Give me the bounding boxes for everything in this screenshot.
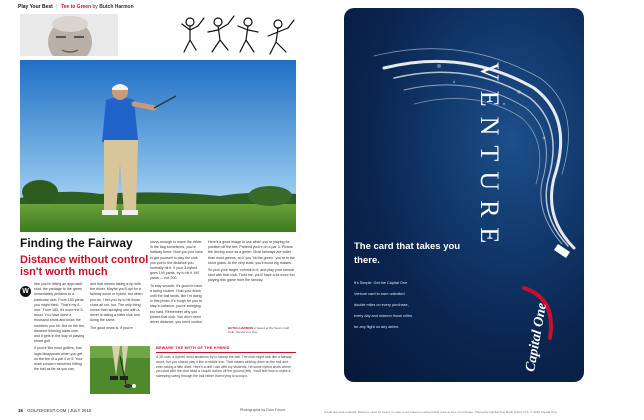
issue-date: JULY 2010 [70,408,92,413]
brand-word: VENTURE [475,62,504,254]
ad-line: Venture card to earn unlimited [354,292,405,296]
article-title: Finding the Fairway [20,236,133,250]
bio-name: BUTCH HARMON [228,326,253,330]
page-header [18,4,134,10]
author-name: Butch Harmon [99,4,134,10]
paragraph: savvy enough to leave the driver in the bag sometimes, you're halfway there. Now you just have to get yourself to play the club you pull to the distance you normally hit it. If your 3-hybrid goes 190 yards, try to hit it 190 yards — not 200. [150,240,203,281]
header-separator: | [56,4,58,10]
venture-brand-word [475,62,504,254]
ad-fine-print: Credit approval required. Redeem miles for travel: no stay or fee based on actual ticket price at time of purchase. Offered by Capital One Bank (USA), N.A. © 2010 Capital One. [324,410,558,414]
paragraph: The good news is, if you're [90,325,133,330]
body-column-2 [90,282,146,342]
credit-card-ad [344,8,584,382]
page-number: 16 [18,408,23,413]
ad-line: every day and redeem those miles [354,314,413,318]
photo-credit: Photographs by Dom Furore [240,408,286,412]
paragraph: Here's a good image to use when you're playing for position off the tee: Pretend you're on a par 3. Picture the driving zone as a green. Most fairways are wider than most greens, so if you 'hit the green,' you're in the short grass. At the very least, you'll avoid big misses. [208,240,295,265]
paragraph: and that means taking a rip with the driver. Maybe you'll opt for a fairway wood or hybrid, but when you do, I bet you try to hit those clubs all out, too. The only thing worse than spraying one with a driver is taking a safer club and doing the same. [90,282,143,323]
left-page [0,0,316,420]
page-footer [18,408,91,413]
ad-tagline: The card that takes you there. [354,241,461,266]
bio-text: is based at Rio Secco Golf Club, Henderson, Nev. [228,326,290,335]
capital-one-logo [520,278,560,382]
golfer-sketch-illustrations [178,14,298,56]
sidebar-divider [156,352,296,353]
drop-cap: W [20,286,31,297]
golfer-swing-photo [20,60,296,232]
section-name: Play Your Best [18,4,53,10]
footer-separator: | [67,408,69,413]
paragraph: If you're like most golfers, that logic disappears when you get on the tee of a par 4 or 5. Your main concern becomes hitting the ball as far as you can, [34,346,83,372]
paragraph: So pick your target, commit to it, and play your normal shot with that club. Trust me, you'll have a lot more fun playing this game from the fairway. [208,268,295,283]
byline-prefix: by [92,4,98,10]
body-column-4 [208,240,296,326]
paragraph: To stay smooth, it's good to have a swing routine. Hold your finish until the ball lands, like I'm doing in this photo. It's tough for you to stay in balance, you're swinging too hard. Remember why you picked that club. You don't need driver distance; you need control. [150,283,203,325]
article-subtitle: Distance without control isn't worth much [20,254,149,278]
body-column-3 [150,240,204,342]
logo-text: Capital One [523,301,550,373]
hybrid-drill-photo [90,346,150,394]
magazine-url: GOLFDIGEST.COM [27,408,67,413]
paragraph: hen you're hitting an approach shot, the yardage to the green immediately pertains to a particular club. From 150 yards, you might think, 'That's my 6-iron.' From 180, it's more the 5-wood. You have done a thousand shots and know the numbers you hit. But on the tee, distance thinking takes over, and it gets in the way of playing smart golf. [34,282,85,344]
ad-body-copy [354,278,494,333]
body-column-1 [34,282,86,398]
right-page-ad [322,0,644,420]
author-headshot [20,14,118,56]
sidebar-title: BEWARE THE MYTH OF THE HYBRID [156,346,230,350]
ad-line: It's Simple: Get the Capital One [354,281,408,285]
column-name: Tee to Green [60,4,92,10]
author-bio [228,326,296,334]
sidebar-text: A 3D club, a hybrid, most amateurs try to swoop the ball. The club might look like a fairway wood, but you should play it like a middle iron. That means striking down on the ball and even taking a little divot. Here's a drill I use with my students: Hit some hybrid shots where you start with the club head a couple inches off the ground (left). You'll feel how to make a sweeping swing through the ball rather than trying to scoop it. [156,355,292,379]
ad-line: double miles on every purchase, [354,303,409,307]
ad-line: for any flight on any airline. [354,325,400,329]
